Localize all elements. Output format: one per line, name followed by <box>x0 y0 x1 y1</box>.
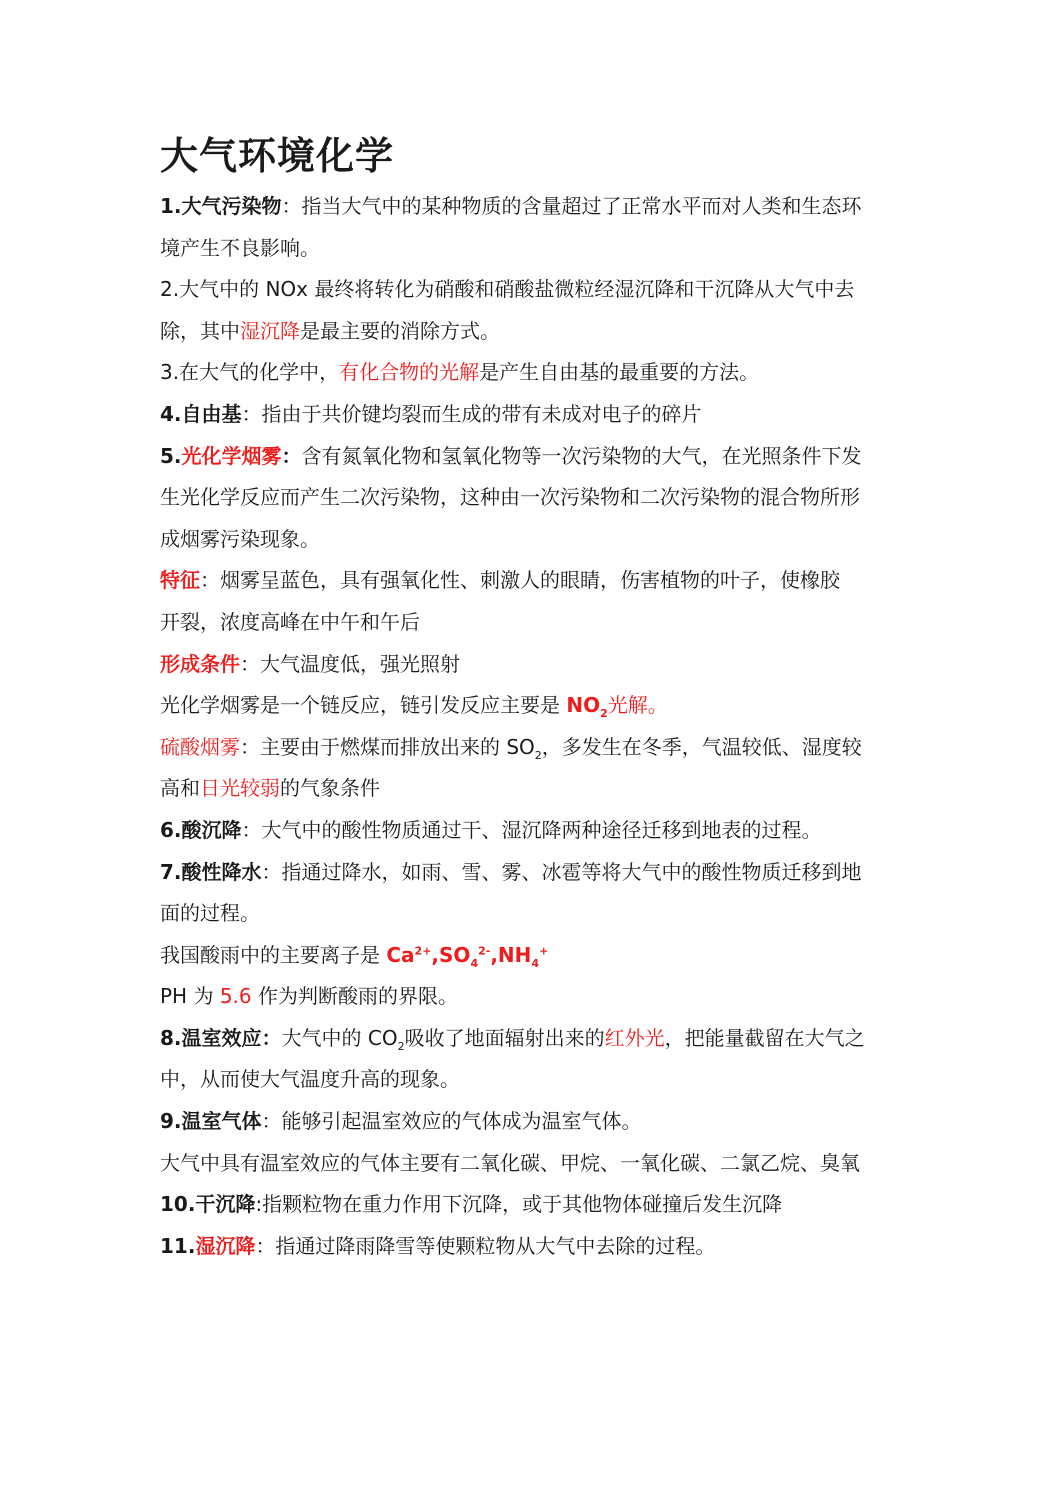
highlight-text: NO <box>566 693 601 718</box>
text-line <box>160 352 905 394</box>
body-text: ：指当大气中的某种物质的含量超过了正常水平而对人类和生态环 <box>281 194 862 218</box>
text-line <box>160 685 905 727</box>
text-line <box>160 1184 905 1226</box>
body-text: PH 为 <box>160 984 220 1009</box>
body-text: 生光化学反应而产生二次污染物，这种由一次污染物和二次污染物的混合物所形 <box>160 485 860 510</box>
body-text: 我国酸雨中的主要离子是 <box>160 942 387 967</box>
highlight-text: 红外光 <box>604 1025 665 1050</box>
highlight-text: 4 <box>531 956 540 970</box>
term-label: 6.酸沉降 <box>160 817 242 842</box>
body-text: ：指由于共价键均裂而生成的带有未成对电子的碎片 <box>241 401 702 426</box>
highlight-text: 4 <box>470 956 479 970</box>
body-text: 大气中具有温室效应的气体主要有二氧化碳、甲烷、一氧化碳、二氯乙烷、臭氧 <box>160 1150 860 1175</box>
highlight-text: 有化合物的光解 <box>339 360 480 385</box>
text-line <box>160 436 905 478</box>
body-text: ：指通过降雨降雪等使颗粒物从大气中去除的过程。 <box>255 1233 716 1258</box>
text-line <box>160 727 905 769</box>
body-text: ：大气温度低，强光照射 <box>240 651 460 676</box>
text-line <box>160 269 905 311</box>
body-text: 中，从而使大气温度升高的现象。 <box>160 1067 460 1092</box>
text-line <box>160 893 905 935</box>
highlight-text: 光化学烟雾 <box>181 443 282 468</box>
highlight-text: 5.6 <box>219 984 252 1009</box>
text-line <box>160 810 905 852</box>
text-line <box>160 560 905 602</box>
text-line <box>160 644 905 686</box>
body-text: 2.大气中的 NOx 最终将转化为硝酸和硝酸盐微粒经湿沉降和干沉降从大气中去 <box>160 277 855 302</box>
text-line <box>160 1143 905 1185</box>
highlight-text: 硫酸烟雾 <box>160 734 240 759</box>
text-line <box>160 935 905 977</box>
body-text: ：大气中的酸性物质通过干、湿沉降两种途径迁移到地表的过程。 <box>241 817 822 842</box>
text-line <box>160 519 905 561</box>
body-text: 面的过程。 <box>160 901 260 926</box>
text-line <box>160 311 905 353</box>
body-text: ：指通过降水，如雨、雪、雾、冰雹等将大气中的酸性物质迁移到地 <box>261 859 862 884</box>
text-line <box>160 186 905 228</box>
term-label: 10.干沉降 <box>160 1192 256 1217</box>
document-body <box>160 186 905 1267</box>
document-page <box>160 128 905 1267</box>
body-text: ，把能量截留在大气之 <box>664 1025 865 1050</box>
term-label: 11. <box>160 1233 196 1258</box>
term-label: 5. <box>160 443 182 468</box>
text-line <box>160 852 905 894</box>
highlight-text: 日光较弱 <box>200 776 280 801</box>
text-line <box>160 1018 905 1060</box>
term-label: 8.温室效应 <box>160 1025 262 1050</box>
body-text: ：主要由于燃煤而排放出来的 SO <box>240 734 535 759</box>
highlight-text: Ca <box>386 942 415 967</box>
text-line <box>160 976 905 1018</box>
body-text: 吸收了地面辐射出来的 <box>404 1025 605 1050</box>
body-text: 大气中的 CO <box>281 1025 398 1050</box>
body-text: 2 <box>534 748 542 762</box>
term-label: ： <box>281 443 302 468</box>
term-label: ： <box>261 1025 282 1050</box>
text-line <box>160 477 905 519</box>
highlight-text: 光解。 <box>607 693 668 718</box>
highlight-text: 2+ <box>414 944 432 958</box>
body-text: :指颗粒物在重力作用下沉降，或于其他物体碰撞后发生沉降 <box>255 1192 783 1217</box>
body-text: 含有氮氧化物和氢氧化物等一次污染物的大气，在光照条件下发 <box>301 443 862 468</box>
term-label: 1.大气污染物 <box>160 194 282 218</box>
highlight-text: 湿沉降 <box>195 1233 256 1258</box>
body-text: ，多发生在冬季，气温较低、湿度较 <box>541 734 862 759</box>
body-text: 作为判断酸雨的界限。 <box>251 984 458 1009</box>
body-text: 2 <box>397 1039 405 1053</box>
text-line <box>160 1101 905 1143</box>
body-text: 是产生自由基的最重要的方法。 <box>479 360 760 385</box>
body-text: 开裂，浓度高峰在中午和午后 <box>160 609 420 634</box>
body-text: 的气象条件 <box>280 776 380 801</box>
body-text: 境产生不良影响。 <box>160 235 320 260</box>
text-line <box>160 394 905 436</box>
text-line <box>160 602 905 644</box>
body-text: 除，其中 <box>160 318 240 343</box>
highlight-text: ,SO <box>431 942 471 967</box>
highlight-text: + <box>539 944 549 958</box>
text-line <box>160 228 905 270</box>
highlight-text: 2- <box>478 944 491 958</box>
text-line <box>160 1059 905 1101</box>
term-label: 9.温室气体 <box>160 1109 262 1134</box>
body-text: 高和 <box>160 776 200 801</box>
highlight-text: 特征 <box>160 568 200 593</box>
highlight-text: 湿沉降 <box>240 318 300 343</box>
body-text: ：能够引起温室效应的气体成为温室气体。 <box>261 1109 642 1134</box>
body-text: 光化学烟雾是一个链反应，链引发反应主要是 <box>160 693 567 718</box>
body-text: 成烟雾污染现象。 <box>160 526 320 551</box>
term-label: 7.酸性降水 <box>160 859 262 884</box>
highlight-text: 形成条件 <box>160 651 240 676</box>
document-title: 大气环境化学 <box>160 134 395 178</box>
body-text: 是最主要的消除方式。 <box>300 318 500 343</box>
text-line <box>160 768 905 810</box>
body-text: ：烟雾呈蓝色，具有强氧化性、刺激人的眼睛，伤害植物的叶子，使橡胶 <box>200 568 840 593</box>
highlight-text: 2 <box>600 707 608 721</box>
text-line <box>160 1226 905 1268</box>
term-label: 4.自由基 <box>160 401 242 426</box>
highlight-text: ,NH <box>490 942 532 967</box>
body-text: 3.在大气的化学中， <box>160 360 340 385</box>
